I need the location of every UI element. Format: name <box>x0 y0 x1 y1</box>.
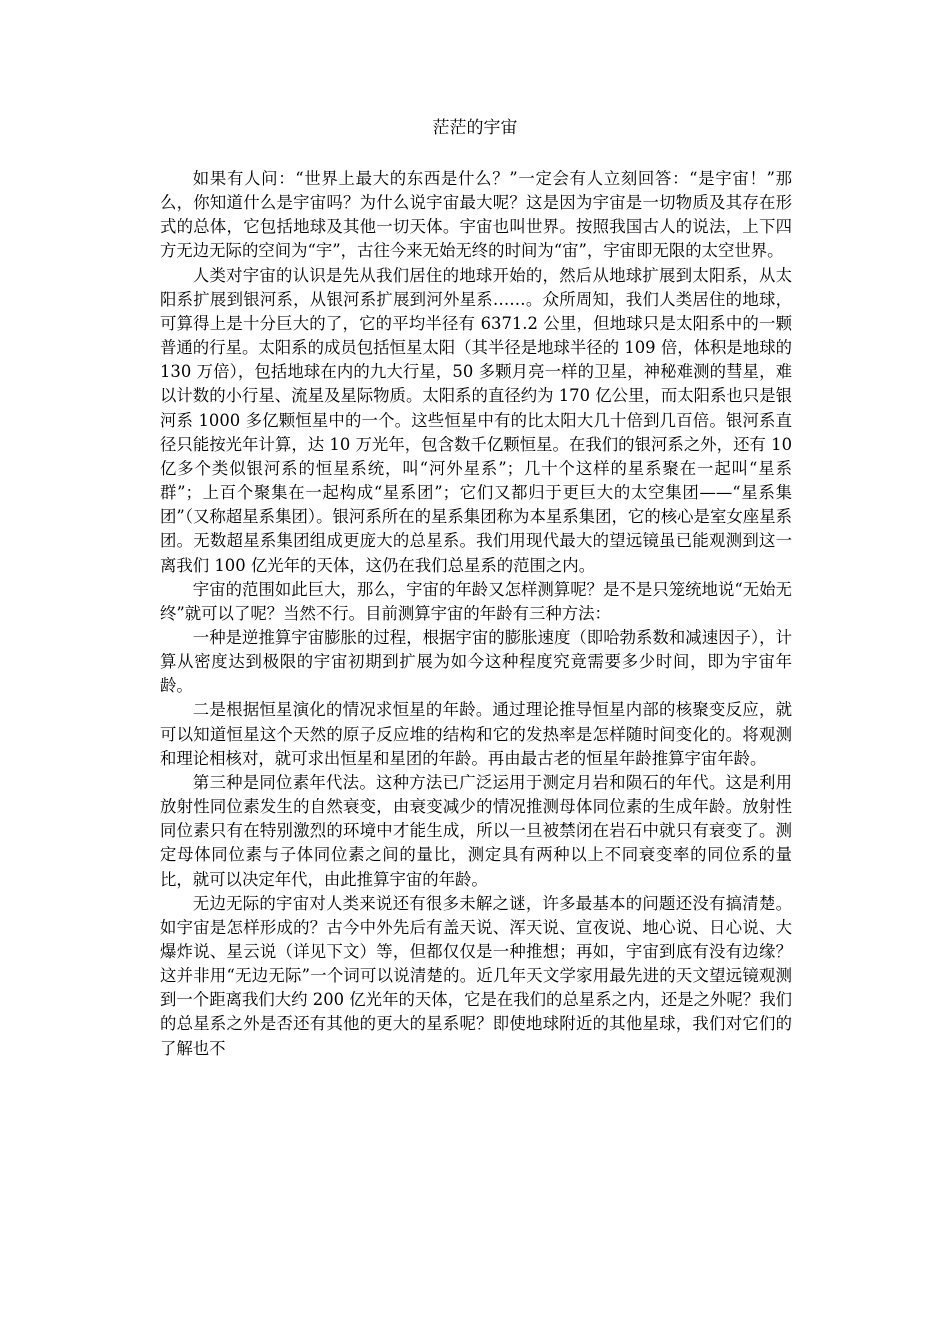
paragraph-method-isotope: 第三种是同位素年代法。这种方法已广泛运用于测定月岩和陨石的年代。这是利用放射性同位素发生的自然衰变，由衰变减少的情况推测母体同位素的生成年龄。放射性同位素只有在特别激烈的环境中才能生成，所以一旦被禁闭在岩石中就只有衰变了。测定母体同位素与子体同位素之间的量比，测定具有两种以上不同衰变率的同位系的量比，就可以决定年代，由此推算宇宙的年龄。 <box>160 772 792 889</box>
paragraph-method-stellar: 二是根据恒星演化的情况求恒星的年龄。通过理论推导恒星内部的核聚变反应，就可以知道恒星这个天然的原子反应堆的结构和它的发热率是怎样随时间变化的。将观测和理论相核对，就可求出恒星和星团的年龄。再由最古老的恒星年龄推算宇宙年龄。 <box>160 700 792 768</box>
paragraph-universe-definition: 如果有人问：“世界上最大的东西是什么？”一定会有人立刻回答：“是宇宙！”那么，你知道什么是宇宙吗？为什么说宇宙最大呢？这是因为宇宙是一切物质及其存在形式的总体，它包括地球及其他一切天体。宇宙也叫世界。按照我国古人的说法，上下四方无边无际的空间为“宇”，古往今来无始无终的时间为“宙”，宇宙即无限的太空世界。 <box>160 169 792 261</box>
paragraph-unsolved-mysteries: 无边无际的宇宙对人类来说还有很多未解之谜，许多最基本的问题还没有搞清楚。如宇宙是怎样形成的？古今中外先后有盖天说、浑天说、宣夜说、地心说、日心说、大爆炸说、星云说（详见下文）等，但都仅仅是一种推想；再如，宇宙到底有没有边缘？这并非用“无边无际”一个词可以说清楚的。近几年天文学家用最先进的天文望远镜观测到一个距离我们大约 200 亿光年的天体，它是在我们的总星系之内，还是之外呢？我们的总星系之外是否还有其他的更大的星系呢？即使地球附近的其他星球，我们对它们的了解也不 <box>160 893 792 1058</box>
paragraph-method-expansion: 一种是逆推算宇宙膨胀的过程，根据宇宙的膨胀速度（即哈勃系数和减速因子），计算从密度达到极限的宇宙初期到扩展为如今这种程度究竟需要多少时间，即为宇宙年龄。 <box>160 627 792 696</box>
document-title: 茫茫的宇宙 <box>432 118 518 138</box>
paragraph-age-question: 宇宙的范围如此巨大，那么，宇宙的年龄又怎样测算呢？是不是只笼统地说“无始无终”就可以了呢？当然不行。目前测算宇宙的年龄有三种方法： <box>160 579 792 623</box>
document-body <box>160 167 792 1061</box>
paragraph-cosmic-scale: 人类对宇宙的认识是先从我们居住的地球开始的，然后从地球扩展到太阳系，从太阳系扩展到银河系，从银河系扩展到河外星系……。众所周知，我们人类居住的地球，可算得上是十分巨大的了，它的平均半径有 6371.2 公里，但地球只是太阳系中的一颗普通的行星。太阳系的成员包括恒星太阳（其半径是地球半径的 109 倍，体积是地球的 130 万倍），包括地球在内的九大行星，50 多颗月亮一样的卫星，神秘难测的彗星，难以计数的小行星、流星及星际物质。太阳系的直径约为 170 亿公里，而太阳系也只是银河系 1000 多亿颗恒星中的一个。这些恒星中有的比太阳大几十倍到几百倍。银河系直径只能按光年计算，达 10 万光年，包含数千亿颗恒星。在我们的银河系之外，还有 10 亿多个类似银河系的恒星系统，叫“河外星系”；几十个这样的星系聚在一起叫“星系群”；上百个聚集在一起构成“星系团”；它们又都归于更巨大的太空集团——“星系集团”（又称超星系集团）。银河系所在的星系集团称为本星系集团，它的核心是室女座星系团。无数超星系集团组成更庞大的总星系。我们用现代最大的望远镜虽已能观测到这一离我们 100 亿光年的天体，这仍在我们总星系的范围之内。 <box>160 265 792 575</box>
